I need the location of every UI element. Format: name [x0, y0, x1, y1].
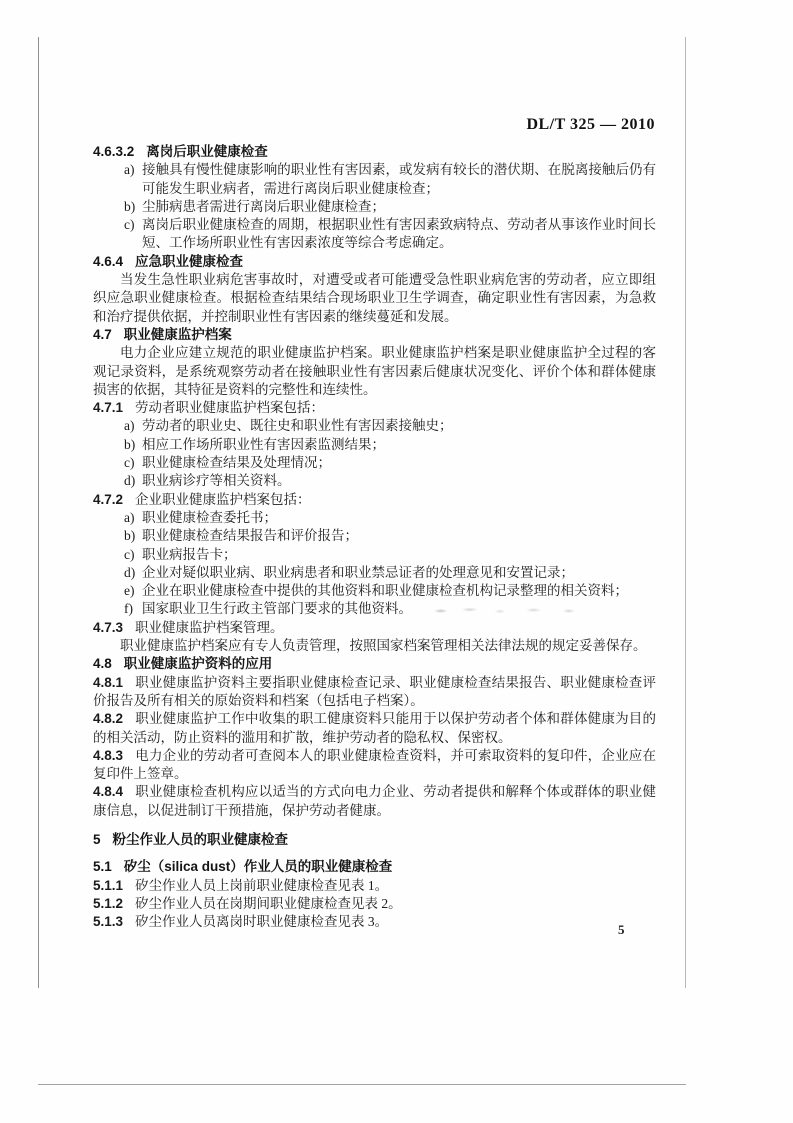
clause-4.6.4: [93, 253, 656, 271]
paragraph: [93, 271, 656, 326]
scan-edge-right: [685, 37, 686, 988]
item-marker: a): [124, 162, 135, 178]
clause-4.6.3.2: [93, 143, 656, 161]
item-marker: c): [124, 455, 135, 471]
item-marker: b): [124, 436, 136, 452]
list-item-b: [93, 527, 656, 545]
clause-number: 5.1.3: [93, 914, 124, 930]
clause-text: 职业健康监护工作中收集的职工健康资料只能用于以保护劳动者个体和群体健康为目的的相关活动，防止资料的滥用和扩散，维护劳动者的隐私权、保密权。: [93, 711, 656, 745]
clause-text: 劳动者职业健康监护档案包括：: [135, 400, 325, 416]
item-marker: b): [124, 198, 136, 214]
item-marker: e): [124, 583, 135, 599]
list-item-a: [93, 509, 656, 527]
document-code-header: DL/T 325 — 2010: [526, 116, 655, 133]
clause-number: 4.7.3: [93, 619, 124, 635]
clause-number: 4.7.1: [93, 400, 124, 416]
clause-text: 矽尘作业人员离岗时职业健康检查见表 3。: [135, 914, 389, 930]
clause-number: 5.1: [93, 859, 112, 875]
clause-text: 应急职业健康检查: [135, 253, 244, 269]
clause-4.7.2: [93, 491, 656, 509]
clause-number: 4.8.3: [93, 747, 124, 763]
clause-4.8.4: [93, 783, 656, 820]
paragraph: [93, 344, 656, 399]
item-marker: b): [124, 528, 136, 544]
clause-number: 4.8.2: [93, 711, 124, 727]
clause-number: 4.6.3.2: [93, 144, 135, 159]
page-number: 5: [618, 922, 625, 937]
document-body: [93, 143, 656, 931]
paragraph: [93, 637, 656, 655]
item-text: 相应工作场所职业性有害因素监测结果；: [142, 436, 385, 452]
item-marker: d): [124, 564, 136, 580]
clause-text: 矽尘作业人员上岗前职业健康检查见表 1。: [135, 877, 389, 893]
item-text: 企业对疑似职业病、职业病患者和职业禁忌证者的处理意见和安置记录；: [142, 564, 574, 580]
item-text: 劳动者的职业史、既往史和职业性有害因素接触史；: [142, 418, 453, 434]
clause-text: 粉尘作业人员的职业健康检查: [112, 831, 289, 847]
clause-number: 4.8.1: [93, 674, 124, 690]
item-text: 尘肺病患者需进行离岗后职业健康检查；: [142, 198, 385, 214]
clause-5.1: [93, 858, 656, 876]
clause-number: 5: [93, 831, 101, 847]
clause-number: 5.1.1: [93, 877, 124, 893]
clause-4.7.1: [93, 399, 656, 417]
list-item-d: [93, 472, 656, 490]
clause-5.1.1: [93, 877, 656, 895]
clause-number: 4.8: [93, 656, 112, 672]
clause-5: [93, 831, 656, 849]
item-text: 职业病诊疗等相关资料。: [142, 473, 291, 489]
clause-number: 5.1.2: [93, 895, 124, 911]
clause-4.8.1: [93, 674, 656, 711]
item-marker: c): [124, 546, 135, 562]
paragraph-text: 职业健康监护档案应有专人负责管理，按照国家档案管理相关法律法规的规定妥善保存。: [120, 638, 647, 654]
paragraph-text: 电力企业应建立规范的职业健康监护档案。职业健康监护档案是职业健康监护全过程的客观记录资料，是系统观察劳动者在接触职业性有害因素后健康状况变化、评价个体和群体健康损害的依据，其特征是资料的完整性和连续性。: [93, 345, 656, 397]
clause-text: 职业健康监护档案: [123, 326, 232, 342]
clause-5.1.2: [93, 895, 656, 913]
clause-text: 矽尘作业人员在岗期间职业健康检查见表 2。: [135, 895, 402, 911]
clause-text: 离岗后职业健康检查: [146, 144, 268, 159]
item-marker: c): [124, 217, 135, 233]
item-marker: d): [124, 473, 136, 489]
list-item-c: [93, 216, 656, 253]
clause-text: 电力企业的劳动者可查阅本人的职业健康检查资料，并可索取资料的复印件，企业应在复印件上签章。: [93, 747, 656, 782]
clause-text: 职业健康检查机构应以适当的方式向电力企业、劳动者提供和解释个体或群体的职业健康信息，以促进制订干预措施，保护劳动者健康。: [93, 784, 656, 818]
clause-text: 职业健康监护档案管理。: [135, 619, 284, 635]
clause-5.1.3: [93, 913, 656, 931]
scan-edge-left: [38, 37, 39, 988]
clause-number: 4.8.4: [93, 784, 124, 800]
item-text: 企业在职业健康检查中提供的其他资料和职业健康检查机构记录整理的相关资料；: [142, 583, 628, 599]
clause-4.8.3: [93, 747, 656, 784]
clause-text: 职业健康监护资料主要指职业健康检查记录、职业健康检查结果报告、职业健康检查评价报告及所有相关的原始资料和档案（包括电子档案）。: [93, 674, 656, 708]
item-text: 接触具有慢性健康影响的职业性有害因素，或发病有较长的潜伏期、在脱离接触后仍有可能发生职业病者，需进行离岗后职业健康检查；: [142, 162, 656, 196]
paragraph-text: 当发生急性职业病危害事故时，对遭受或者可能遭受急性职业病危害的劳动者，应立即组织应急职业健康检查。根据检查结果结合现场职业卫生学调查，确定职业性有害因素，为急救和治疗提供依据，并控制职业性有害因素的继续蔓延和发展。: [93, 272, 656, 324]
clause-text: 职业健康监护资料的应用: [123, 656, 273, 672]
clause-number: 4.7: [93, 326, 112, 342]
item-text: 职业健康检查结果及处理情况；: [142, 455, 331, 471]
list-item-d: [93, 564, 656, 582]
list-item-a: [93, 417, 656, 435]
clause-4.7: [93, 326, 656, 344]
item-marker: f): [124, 601, 133, 617]
scan-smudge-artifact: [428, 606, 588, 615]
clause-text: 矽尘（silica dust）作业人员的职业健康检查: [123, 859, 393, 875]
item-marker: a): [124, 418, 135, 434]
list-item-a: [93, 161, 656, 198]
item-text: 职业健康检查委托书；: [142, 509, 277, 525]
list-item-b: [93, 198, 656, 216]
item-marker: a): [124, 509, 135, 525]
scan-edge-bottom: [38, 1084, 686, 1085]
clause-number: 4.7.2: [93, 491, 124, 507]
clause-text: 企业职业健康监护档案包括：: [135, 491, 311, 507]
list-item-f: [93, 600, 656, 618]
clause-number: 4.6.4: [93, 253, 124, 269]
list-item-c: [93, 546, 656, 564]
clause-4.8: [93, 655, 656, 673]
item-text: 职业健康检查结果报告和评价报告；: [142, 528, 358, 544]
item-text: 离岗后职业健康检查的周期，根据职业性有害因素致病特点、劳动者从事该作业时间长短、工作场所职业性有害因素浓度等综合考虑确定。: [142, 217, 656, 251]
list-item-b: [93, 436, 656, 454]
clause-4.8.2: [93, 710, 656, 747]
item-text: 国家职业卫生行政主管部门要求的其他资料。: [142, 601, 412, 617]
clause-4.7.3: [93, 619, 656, 637]
list-item-c: [93, 454, 656, 472]
item-text: 职业病报告卡；: [142, 546, 237, 562]
list-item-e: [93, 582, 656, 600]
